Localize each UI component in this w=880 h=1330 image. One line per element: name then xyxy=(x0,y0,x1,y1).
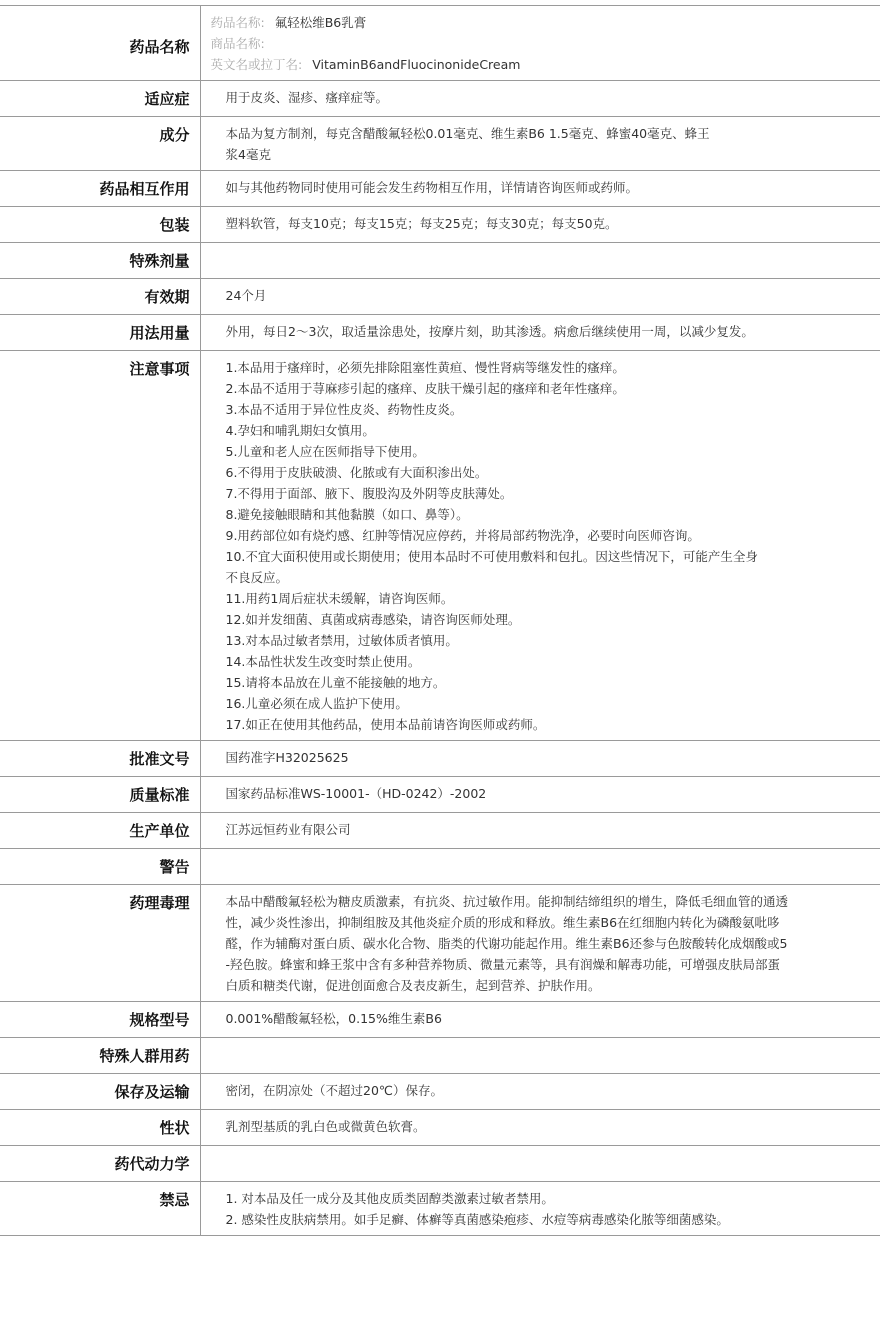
row-ingredients xyxy=(0,117,880,171)
value-interaction: 如与其他药物同时使用可能会发生药物相互作用，详情请咨询医师或药师。 xyxy=(225,180,639,195)
row-approval xyxy=(0,741,880,777)
value-package: 塑料软管，每支10克；每支15克；每支25克；每支30克；每支50克。 xyxy=(225,216,618,231)
value-contraindications xyxy=(200,1182,880,1236)
precaution-item: 12.如并发细菌、真菌或病毒感染，请咨询医师处理。 xyxy=(225,612,521,627)
precaution-item: 3.本品不适用于异位性皮炎、药物性皮炎。 xyxy=(225,402,463,417)
precaution-item: 9.用药部位如有烧灼感、红肿等情况应停药，并将局部药物洗净，必要时向医师咨询。 xyxy=(225,528,700,543)
row-indication xyxy=(0,81,880,117)
precaution-item: 15.请将本品放在儿童不能接触的地方。 xyxy=(225,675,446,690)
label-precautions: 注意事项 xyxy=(0,351,200,741)
contraindication-item: 2. 感染性皮肤病禁用。如手足癣、体癣等真菌感染疱疹、水痘等病毒感染化脓等细菌感染。 xyxy=(225,1212,729,1227)
label-pharmacokinetics: 药代动力学 xyxy=(0,1146,200,1182)
row-interaction xyxy=(0,171,880,207)
value-spec: 0.001%醋酸氟轻松，0.15%维生素B6 xyxy=(225,1011,442,1026)
value-special-dose xyxy=(200,243,880,279)
label-storage: 保存及运输 xyxy=(0,1074,200,1110)
precaution-item: 6.不得用于皮肤破溃、化脓或有大面积渗出处。 xyxy=(225,465,488,480)
precaution-item: 7.不得用于面部、腋下、腹股沟及外阴等皮肤薄处。 xyxy=(225,486,513,501)
value-approval: 国药准字H32025625 xyxy=(225,750,349,765)
label-validity: 有效期 xyxy=(0,279,200,315)
value-pharmacology: 本品中醋酸氟轻松为糖皮质激素，有抗炎、抗过敏作用。能抑制结缔组织的增生，降低毛细血管的通透性，减少炎性渗出，抑制组胺及其他炎症介质的形成和释放。维生素B6在红细胞内转化为磷酸氨吡哆醛，作为辅酶对蛋白质、碳水化合物、脂类的代谢功能起作用。维生素B6还参与色胺酸转化成烟酸或5-羟色胺。蜂蜜和蜂王浆中含有多种营养物质、微量元素等，具有润燥和解毒功能，可增强皮肤局部蛋白质和糖类代谢，促进创面愈合及表皮新生，起到营养、护肤作用。 xyxy=(225,894,789,993)
row-pharmacokinetics xyxy=(0,1146,880,1182)
label-spec: 规格型号 xyxy=(0,1002,200,1038)
precaution-item: 14.本品性状发生改变时禁止使用。 xyxy=(225,654,421,669)
value-validity: 24个月 xyxy=(225,288,267,303)
row-package xyxy=(0,207,880,243)
label-contraindications: 禁忌 xyxy=(0,1182,200,1236)
row-manufacturer xyxy=(0,813,880,849)
drug-name: 氟轻松维B6乳膏 xyxy=(274,15,367,30)
value-special-groups xyxy=(200,1038,880,1074)
row-precautions xyxy=(0,351,880,741)
value-usage: 外用，每日2～3次，取适量涂患处，按摩片刻，助其渗透。病愈后继续使用一周，以减少复发。 xyxy=(225,324,754,339)
precaution-item: 10.不宜大面积使用或长期使用；使用本品时不可使用敷料和包扎。因这些情况下，可能产生全身不良反应。 xyxy=(225,549,758,585)
label-special-dose: 特殊剂量 xyxy=(0,243,200,279)
trade-name-label: 商品名称: xyxy=(210,36,265,51)
value-storage: 密闭，在阴凉处（不超过20℃）保存。 xyxy=(225,1083,443,1098)
value-character: 乳剂型基质的乳白色或微黄色软膏。 xyxy=(225,1119,426,1134)
value-manufacturer: 江苏远恒药业有限公司 xyxy=(225,822,351,837)
value-indication: 用于皮炎、湿疹、瘙痒症等。 xyxy=(225,90,389,105)
label-usage: 用法用量 xyxy=(0,315,200,351)
contraindication-item: 1. 对本品及任一成分及其他皮质类固醇类激素过敏者禁用。 xyxy=(225,1191,554,1206)
label-pharmacology: 药理毒理 xyxy=(0,885,200,1002)
row-storage xyxy=(0,1074,880,1110)
row-validity xyxy=(0,279,880,315)
label-indication: 适应症 xyxy=(0,81,200,117)
label-name: 药品名称 xyxy=(0,6,200,81)
row-usage xyxy=(0,315,880,351)
precaution-item: 13.对本品过敏者禁用，过敏体质者慎用。 xyxy=(225,633,458,648)
precaution-item: 1.本品用于瘙痒时，必须先排除阻塞性黄疸、慢性肾病等继发性的瘙痒。 xyxy=(225,360,625,375)
row-warning xyxy=(0,849,880,885)
label-package: 包装 xyxy=(0,207,200,243)
label-character: 性状 xyxy=(0,1110,200,1146)
value-warning xyxy=(200,849,880,885)
label-warning: 警告 xyxy=(0,849,200,885)
value-ingredients: 本品为复方制剂，每克含醋酸氟轻松0.01毫克、维生素B6 1.5毫克、蜂蜜40毫克、蜂王浆4毫克 xyxy=(225,126,710,162)
precaution-item: 11.用药1周后症状未缓解，请咨询医师。 xyxy=(225,591,454,606)
drug-info-table xyxy=(0,5,880,1236)
label-ingredients: 成分 xyxy=(0,117,200,171)
row-pharmacology xyxy=(0,885,880,1002)
row-contraindications xyxy=(0,1182,880,1236)
precaution-item: 8.避免接触眼睛和其他黏膜（如口、鼻等）。 xyxy=(225,507,469,522)
precaution-item: 2.本品不适用于荨麻疹引起的瘙痒、皮肤干燥引起的瘙痒和老年性瘙痒。 xyxy=(225,381,625,396)
row-character xyxy=(0,1110,880,1146)
precaution-item: 5.儿童和老人应在医师指导下使用。 xyxy=(225,444,425,459)
label-approval: 批准文号 xyxy=(0,741,200,777)
value-pharmacokinetics xyxy=(200,1146,880,1182)
row-spec xyxy=(0,1002,880,1038)
label-manufacturer: 生产单位 xyxy=(0,813,200,849)
precaution-item: 4.孕妇和哺乳期妇女慎用。 xyxy=(225,423,375,438)
row-standard xyxy=(0,777,880,813)
value-precautions xyxy=(200,351,880,741)
value-standard: 国家药品标准WS-10001-（HD-0242）-2002 xyxy=(225,786,487,801)
label-standard: 质量标准 xyxy=(0,777,200,813)
value-name xyxy=(200,6,880,81)
label-interaction: 药品相互作用 xyxy=(0,171,200,207)
english-name-label: 英文名或拉丁名: xyxy=(210,57,303,72)
row-special-dose xyxy=(0,243,880,279)
label-special-groups: 特殊人群用药 xyxy=(0,1038,200,1074)
row-special-groups xyxy=(0,1038,880,1074)
precaution-item: 16.儿童必须在成人监护下使用。 xyxy=(225,696,408,711)
row-name xyxy=(0,6,880,81)
english-name: VitaminB6andFluocinonideCream xyxy=(312,57,521,72)
drug-name-label: 药品名称: xyxy=(210,15,265,30)
precaution-item: 17.如正在使用其他药品，使用本品前请咨询医师或药师。 xyxy=(225,717,546,732)
